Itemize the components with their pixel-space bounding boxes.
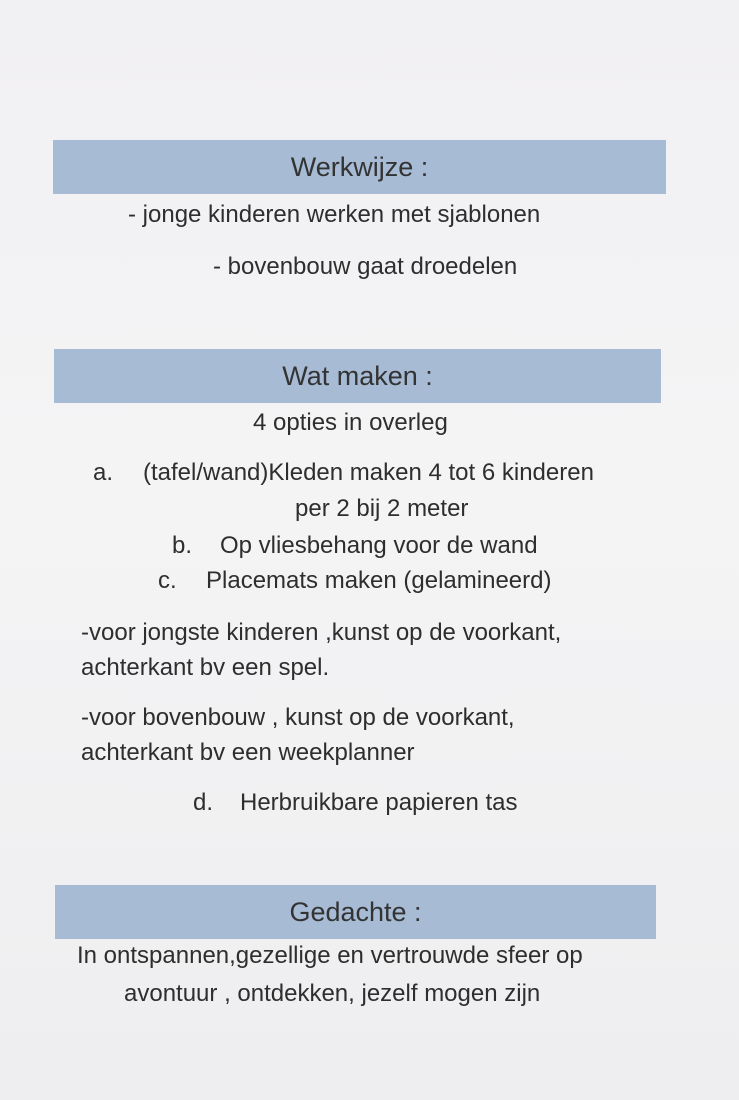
werkwijze-line-2: - bovenbouw gaat droedelen (213, 253, 518, 280)
option-a-marker: a. (93, 459, 114, 486)
option-c (158, 567, 551, 595)
gedachte-line-1: In ontspannen,gezellige en vertrouwde sfeer op (77, 942, 583, 969)
gedachte-heading-text: Gedachte : (289, 896, 422, 927)
werkwijze-line-1: - jonge kinderen werken met sjablonen (128, 201, 541, 228)
note-bovenbouw-line-2: achterkant bv een weekplanner (81, 739, 415, 766)
option-d (193, 789, 518, 817)
wat-maken-heading-text: Wat maken : (282, 360, 433, 391)
werkwijze-heading-text: Werkwijze : (290, 151, 429, 182)
option-c-text: Placemats maken (gelamineerd) (206, 567, 552, 594)
note-jongste-line-2: achterkant bv een spel. (81, 654, 330, 681)
note-bovenbouw-line-1: -voor bovenbouw , kunst op de voorkant, (81, 704, 515, 731)
gedachte-heading (55, 885, 656, 939)
option-c-marker: c. (158, 567, 177, 594)
wat-maken-heading (54, 349, 661, 403)
option-b (172, 532, 538, 560)
option-a-text: (tafel/wand)Kleden maken 4 tot 6 kinderen (143, 459, 594, 486)
option-d-marker: d. (193, 789, 214, 816)
option-b-text: Op vliesbehang voor de wand (220, 532, 538, 559)
option-d-text: Herbruikbare papieren tas (240, 789, 518, 816)
option-a-continuation: per 2 bij 2 meter (295, 495, 469, 522)
wat-maken-intro: 4 opties in overleg (253, 409, 448, 436)
option-b-marker: b. (172, 532, 193, 559)
option-a (93, 459, 594, 487)
note-jongste-line-1: -voor jongste kinderen ,kunst op de voorkant, (81, 619, 562, 646)
werkwijze-heading (53, 140, 666, 194)
gedachte-line-2: avontuur , ontdekken, jezelf mogen zijn (124, 980, 541, 1007)
